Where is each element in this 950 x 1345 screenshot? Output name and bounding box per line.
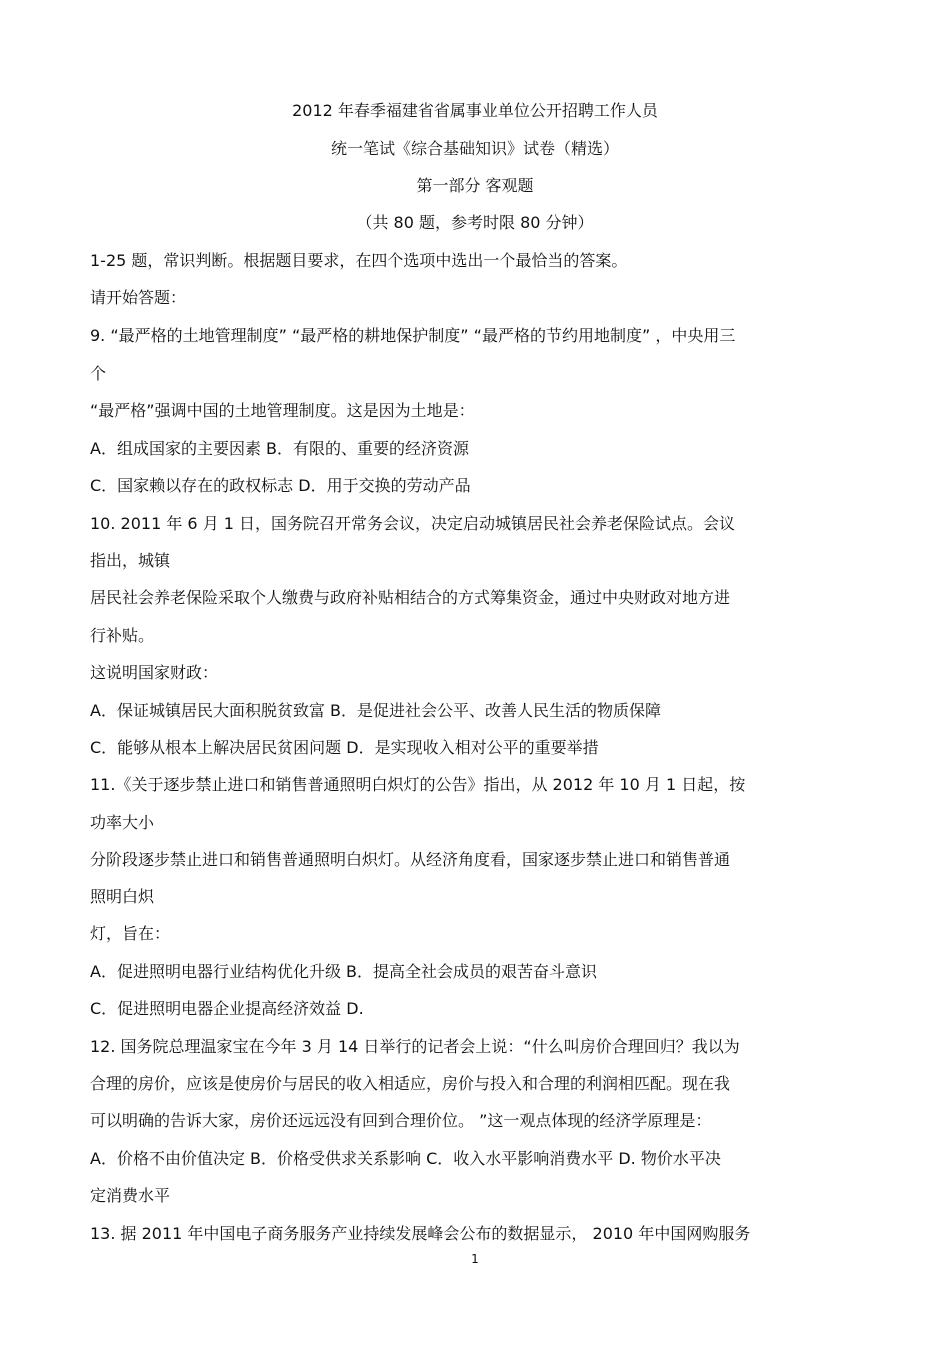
q11-options-cd: C．促进照明电器企业提高经济效益 D. [90, 999, 364, 1018]
part-heading: 第一部分 客观题 [416, 176, 534, 195]
q11-line-5: 灯，旨在： [90, 924, 171, 943]
q10-line-1: 10. 2011 年 6 月 1 日，国务院召开常务会议，决定启动城镇居民社会养老保险试点。会议 [90, 514, 736, 533]
title-line-2: 统一笔试《综合基础知识》试卷（精选） [330, 139, 619, 158]
q9-line-3: “最严格”强调中国的土地管理制度。这是因为土地是： [90, 401, 475, 420]
q9-options-ab: A．组成国家的主要因素 B．有限的、重要的经济资源 [90, 439, 470, 458]
q11-line-2: 功率大小 [90, 813, 155, 832]
exam-meta: （共 80 题，参考时限 80 分钟） [356, 213, 594, 232]
q12-line-3: 可以明确的告诉大家，房价还远远没有回到合理价位。 ”这一观点体现的经济学原理是： [90, 1111, 712, 1130]
page-number: 1 [471, 1252, 479, 1266]
q13-line-1: 13. 据 2011 年中国电子商务服务产业持续发展峰会公布的数据显示， 2010 年中国网购服务 [90, 1224, 751, 1243]
q10-line-5: 这说明国家财政： [90, 663, 219, 682]
q10-options-cd: C．能够从根本上解决居民贫困问题 D．是实现收入相对公平的重要举措 [90, 738, 599, 757]
section-instruction: 1-25 题，常识判断。根据题目要求，在四个选项中选出一个最恰当的答案。 [90, 251, 628, 270]
q11-line-4: 照明白炽 [90, 887, 155, 906]
q12-line-2: 合理的房价，应该是使房价与居民的收入相适应，房价与投入和合理的利润相匹配。现在我 [90, 1074, 731, 1093]
q10-options-ab: A．保证城镇居民大面积脱贫致富 B．是促进社会公平、改善人民生活的物质保障 [90, 701, 662, 720]
q9-options-cd: C．国家赖以存在的政权标志 D．用于交换的劳动产品 [90, 476, 471, 495]
q12-line-1: 12. 国务院总理温家宝在今年 3 月 14 日举行的记者会上说：“什么叫房价合理回归？我以为 [90, 1037, 740, 1056]
q10-line-4: 行补贴。 [90, 626, 155, 645]
start-prompt: 请开始答题： [90, 288, 187, 307]
q11-line-1: 11.《关于逐步禁止进口和销售普通照明白炽灯的公告》指出，从 2012 年 10 月 1 日起，按 [90, 775, 746, 794]
q9-line-1: 9. “最严格的土地管理制度” “最严格的耕地保护制度” “最严格的节约用地制度” ，中央用三 [90, 326, 736, 345]
q10-line-3: 居民社会养老保险采取个人缴费与政府补贴相结合的方式筹集资金，通过中央财政对地方进 [90, 588, 731, 607]
q11-options-ab: A．促进照明电器行业结构优化升级 B．提高全社会成员的艰苦奋斗意识 [90, 962, 598, 981]
q12-options-line-2: 定消费水平 [90, 1186, 171, 1205]
q12-options-line-1: A．价格不由价值决定 B．价格受供求关系影响 C．收入水平影响消费水平 D. 物价水平决 [90, 1149, 721, 1168]
q10-line-2: 指出，城镇 [90, 551, 171, 570]
q11-line-3: 分阶段逐步禁止进口和销售普通照明白炽灯。从经济角度看，国家逐步禁止进口和销售普通 [90, 850, 731, 869]
q9-line-2: 个 [90, 364, 107, 383]
title-line-1: 2012 年春季福建省省属事业单位公开招聘工作人员 [292, 101, 658, 120]
